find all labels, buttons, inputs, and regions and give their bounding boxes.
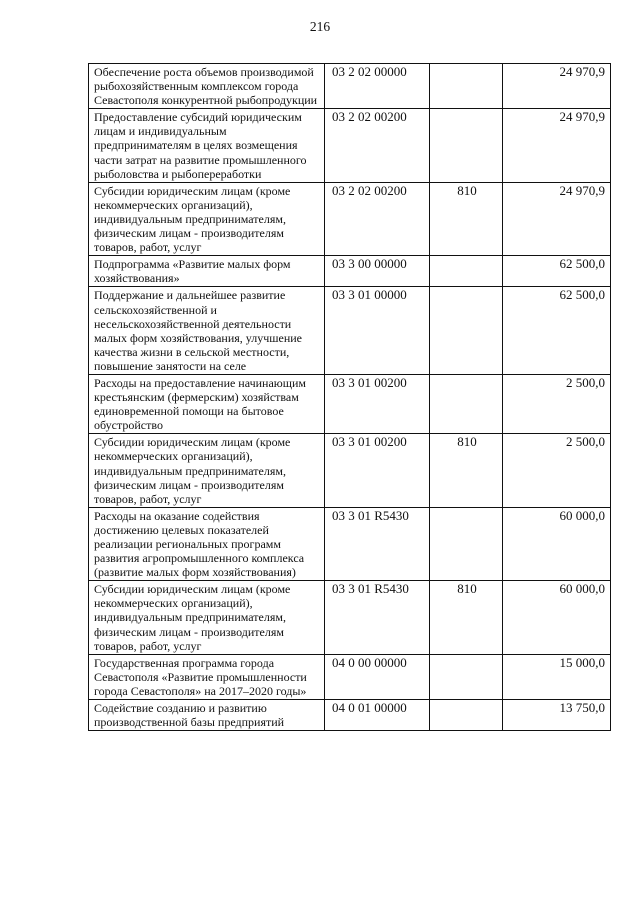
cell-name: Обеспечение роста объемов производимой рыбохозяйственным комплексом города Севастополя конкурентной рыбопродукции <box>89 64 325 109</box>
budget-table-body <box>89 64 611 731</box>
cell-expense-type: 810 <box>430 581 503 654</box>
cell-code: 03 3 01 R5430 <box>325 507 430 580</box>
cell-code: 04 0 00 00000 <box>325 654 430 699</box>
cell-name: Предоставление субсидий юридическим лицам и индивидуальным предпринимателям в целях возмещения части затрат на развитие промышленного рыболовства и рыбопереработки <box>89 109 325 182</box>
table-row <box>89 256 611 287</box>
cell-amount: 2 500,0 <box>503 434 611 507</box>
cell-code: 03 3 01 00200 <box>325 374 430 433</box>
cell-expense-type <box>430 507 503 580</box>
cell-amount: 60 000,0 <box>503 507 611 580</box>
cell-code: 03 2 02 00200 <box>325 182 430 255</box>
cell-expense-type <box>430 256 503 287</box>
cell-expense-type <box>430 64 503 109</box>
table-row <box>89 64 611 109</box>
cell-expense-type <box>430 109 503 182</box>
table-row <box>89 374 611 433</box>
cell-code: 03 2 02 00200 <box>325 109 430 182</box>
cell-amount: 24 970,9 <box>503 109 611 182</box>
table-row <box>89 654 611 699</box>
cell-name: Подпрограмма «Развитие малых форм хозяйствования» <box>89 256 325 287</box>
cell-amount: 24 970,9 <box>503 64 611 109</box>
cell-name: Субсидии юридическим лицам (кроме некоммерческих организаций), индивидуальным предпринимателям, физическим лицам - производителям товаров, работ, услуг <box>89 434 325 507</box>
cell-amount: 2 500,0 <box>503 374 611 433</box>
cell-name: Субсидии юридическим лицам (кроме некоммерческих организаций), индивидуальным предпринимателям, физическим лицам - производителям товаров, работ, услуг <box>89 182 325 255</box>
cell-name: Содействие созданию и развитию производственной базы предприятий <box>89 700 325 731</box>
cell-expense-type <box>430 287 503 375</box>
cell-amount: 62 500,0 <box>503 287 611 375</box>
cell-expense-type <box>430 374 503 433</box>
budget-table <box>88 63 611 731</box>
cell-name: Государственная программа города Севастополя «Развитие промышленности города Севастополя» на 2017–2020 годы» <box>89 654 325 699</box>
cell-name: Поддержание и дальнейшее развитие сельскохозяйственной и несельскохозяйственной деятельности малых форм хозяйствования, улучшение качества жизни в сельской местности, повышение занятости на селе <box>89 287 325 375</box>
cell-name: Субсидии юридическим лицам (кроме некоммерческих организаций), индивидуальным предпринимателям, физическим лицам - производителям товаров, работ, услуг <box>89 581 325 654</box>
table-row <box>89 287 611 375</box>
cell-amount: 13 750,0 <box>503 700 611 731</box>
cell-amount: 62 500,0 <box>503 256 611 287</box>
table-row <box>89 182 611 255</box>
table-row <box>89 109 611 182</box>
cell-code: 04 0 01 00000 <box>325 700 430 731</box>
cell-expense-type <box>430 654 503 699</box>
table-row <box>89 581 611 654</box>
cell-name: Расходы на предоставление начинающим крестьянским (фермерским) хозяйствам единовременной помощи на бытовое обустройство <box>89 374 325 433</box>
cell-code: 03 2 02 00000 <box>325 64 430 109</box>
table-row <box>89 700 611 731</box>
cell-code: 03 3 01 R5430 <box>325 581 430 654</box>
cell-amount: 15 000,0 <box>503 654 611 699</box>
cell-code: 03 3 01 00200 <box>325 434 430 507</box>
cell-expense-type <box>430 700 503 731</box>
cell-amount: 60 000,0 <box>503 581 611 654</box>
table-row <box>89 434 611 507</box>
cell-expense-type: 810 <box>430 434 503 507</box>
cell-code: 03 3 00 00000 <box>325 256 430 287</box>
cell-name: Расходы на оказание содействия достижению целевых показателей реализации региональных программ развития агропромышленного комплекса (развитие малых форм хозяйствования) <box>89 507 325 580</box>
cell-expense-type: 810 <box>430 182 503 255</box>
page-number: 216 <box>309 19 331 34</box>
cell-code: 03 3 01 00000 <box>325 287 430 375</box>
cell-amount: 24 970,9 <box>503 182 611 255</box>
table-row <box>89 507 611 580</box>
